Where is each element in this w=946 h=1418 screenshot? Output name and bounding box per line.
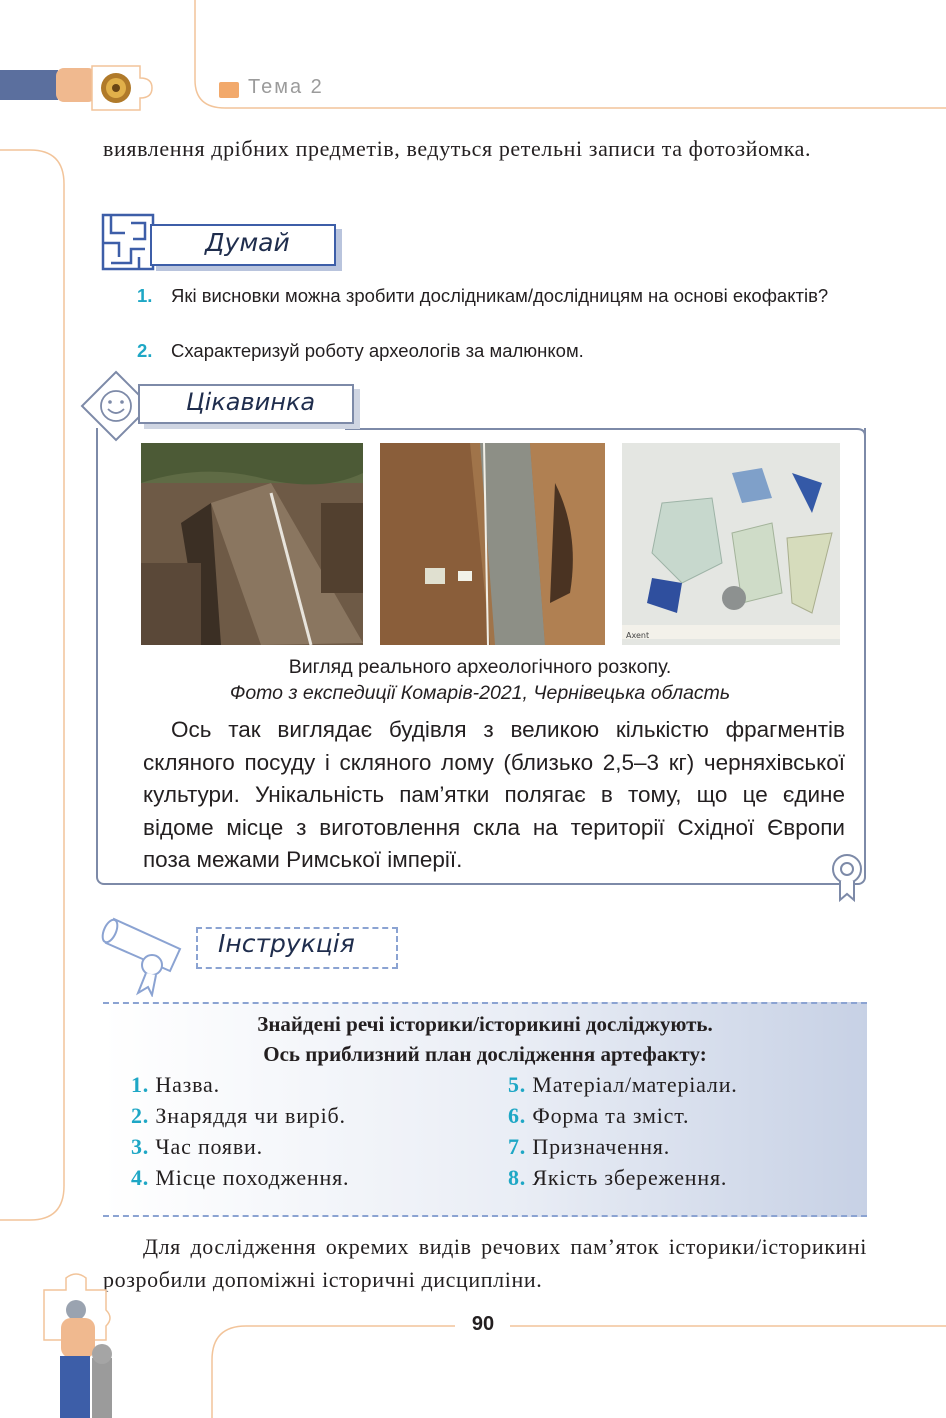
question-item <box>137 282 867 309</box>
plan-item-number: 1. <box>131 1072 150 1097</box>
plan-item-number: 7. <box>508 1134 527 1159</box>
plan-item-text: Знаряддя чи виріб. <box>155 1103 346 1128</box>
page-number: 90 <box>471 1313 495 1335</box>
plan-item <box>508 1165 727 1191</box>
topic-marker <box>219 82 239 98</box>
plan-item-number: 6. <box>508 1103 527 1128</box>
excavation-wall-photo <box>380 443 605 645</box>
intro-paragraph: виявлення дрібних предметів, ведуться ретельні записи та фотозйомка. <box>103 136 812 161</box>
question-number: 1. <box>137 285 153 306</box>
question-text: Які висновки можна зробити дослідникам/дослідницям на основі екофактів? <box>171 285 829 306</box>
excavation-trench-photo <box>141 443 363 645</box>
maze-icon <box>101 213 155 271</box>
plan-item-number: 3. <box>131 1134 150 1159</box>
header-hand-puzzle-icon <box>0 58 160 118</box>
think-title: Думай <box>205 228 290 257</box>
rosette-icon <box>830 852 864 904</box>
question-text: Схарактеризуй роботу археологів за малюнком. <box>171 340 584 361</box>
plan-item-text: Призначення. <box>532 1134 671 1159</box>
interesting-title: Цікавинка <box>186 388 316 416</box>
question-number: 2. <box>137 340 153 361</box>
plan-item-text: Назва. <box>155 1072 220 1097</box>
plan-item-text: Матеріал/матеріали. <box>532 1072 738 1097</box>
plan-item <box>508 1134 670 1160</box>
photo-caption: Вигляд реального археологічного розкопу. <box>288 656 672 678</box>
frame-top-line <box>345 426 870 442</box>
plan-item <box>131 1103 346 1129</box>
topic-label: Тема 2 <box>248 76 324 98</box>
plan-item <box>508 1103 689 1129</box>
instruction-heading: Знайдені речі історики/історикині досліджують. <box>257 1012 713 1036</box>
photo-source: Фото з експедиції Комарів-2021, Чернівецька область <box>229 682 731 704</box>
closing-paragraph: Для дослідження окремих видів речових пам’яток історики/історикині розробили допоміжні історичні дисципліни. <box>103 1234 867 1292</box>
instruction-title: Інструкція <box>218 929 355 958</box>
ruler-label: Axent <box>626 631 650 640</box>
plan-item-number: 2. <box>131 1103 150 1128</box>
interesting-text: Ось так виглядає будівля з великою кількістю фрагментів скляного посуду і скляного лому (близько 2,5–3 кг) черняхівської культури. Унікальність пам’ятки полягає в тому, що це єдине відоме місце з виготовлення скла на території Східної Європи поза межами Римської імперії. <box>143 717 845 872</box>
plan-item <box>508 1072 738 1098</box>
scroll-diploma-icon <box>100 905 200 997</box>
plan-item-text: Місце походження. <box>155 1165 350 1190</box>
plan-item <box>131 1072 220 1098</box>
footer-hands-puzzle-icon <box>36 1270 126 1418</box>
instruction-subheading: Ось приблизний план дослідження артефакту: <box>263 1042 707 1066</box>
plan-item <box>131 1134 263 1160</box>
plan-item-text: Форма та зміст. <box>532 1103 690 1128</box>
plan-item-text: Час появи. <box>155 1134 263 1159</box>
plan-item-number: 8. <box>508 1165 527 1190</box>
plan-item <box>131 1165 349 1191</box>
plan-item-text: Якість збереження. <box>532 1165 728 1190</box>
glass-fragments-photo <box>622 443 840 645</box>
plan-item-number: 5. <box>508 1072 527 1097</box>
plan-item-number: 4. <box>131 1165 150 1190</box>
question-item <box>137 337 867 364</box>
